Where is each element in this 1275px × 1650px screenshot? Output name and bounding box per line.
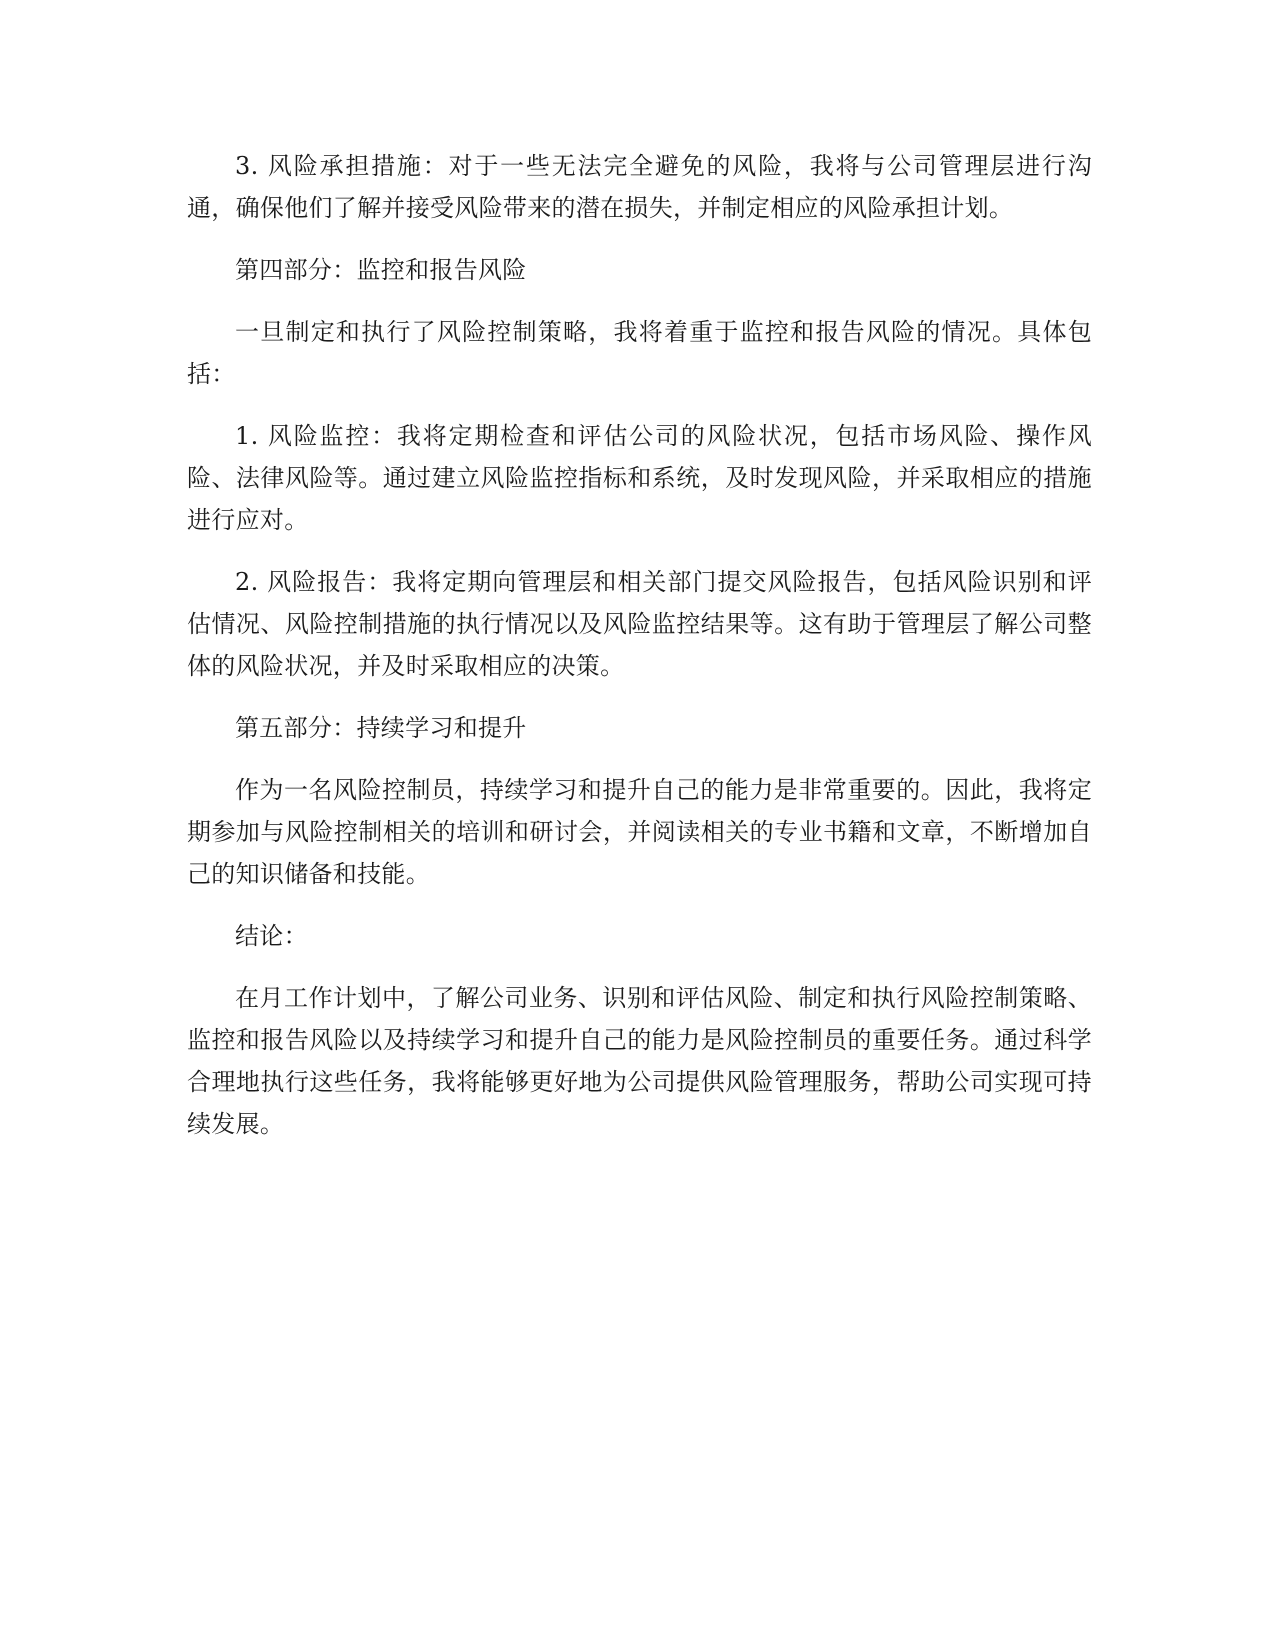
section-heading-conclusion: 结论： [235,922,308,950]
paragraph-risk-acceptance: 3. 风险承担措施：对于一些无法完全避免的风险，我将与公司管理层进行沟通，确保他们了解并接受风险带来的潜在损失，并制定相应的风险承担计划。 [187,152,1092,222]
paragraph-continuous-learning: 作为一名风险控制员，持续学习和提升自己的能力是非常重要的。因此，我将定期参加与风险控制相关的培训和研讨会，并阅读相关的专业书籍和文章，不断增加自己的知识储备和技能。 [187,776,1092,888]
section-heading-part-five: 第五部分：持续学习和提升 [235,714,527,742]
paragraph-conclusion: 在月工作计划中，了解公司业务、识别和评估风险、制定和执行风险控制策略、监控和报告风险以及持续学习和提升自己的能力是风险控制员的重要任务。通过科学合理地执行这些任务，我将能够更好地为公司提供风险管理服务，帮助公司实现可持续发展。 [187,984,1092,1138]
document-body [187,145,1092,1165]
paragraph-monitoring-intro: 一旦制定和执行了风险控制策略，我将着重于监控和报告风险的情况。具体包括： [187,318,1092,388]
section-heading-part-four: 第四部分：监控和报告风险 [235,256,527,284]
paragraph-risk-monitoring: 1. 风险监控：我将定期检查和评估公司的风险状况，包括市场风险、操作风险、法律风险等。通过建立风险监控指标和系统，及时发现风险，并采取相应的措施进行应对。 [187,422,1092,534]
paragraph-risk-reporting: 2. 风险报告：我将定期向管理层和相关部门提交风险报告，包括风险识别和评估情况、风险控制措施的执行情况以及风险监控结果等。这有助于管理层了解公司整体的风险状况，并及时采取相应的决策。 [187,568,1092,680]
